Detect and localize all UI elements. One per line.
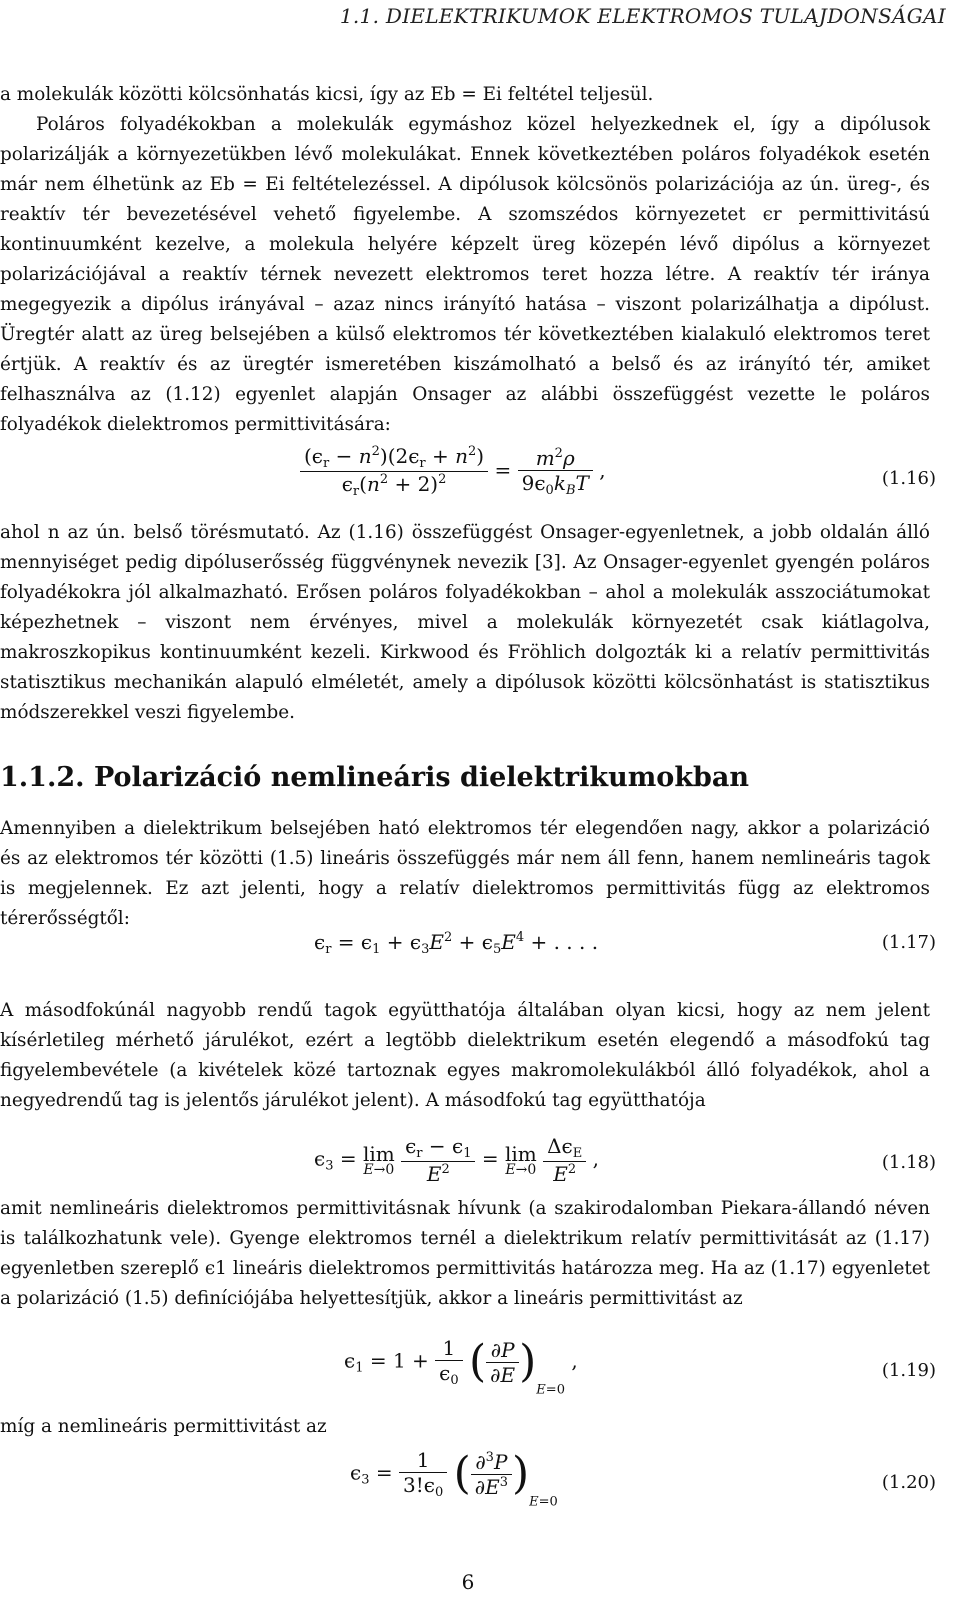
equation-1-17 — [0, 930, 936, 966]
nonlinear-permittivity-formula: $\epsilon_3$ = $\frac{1}{3!\epsilon_0}$ ( $\frac{\partial^3P}{\partial E^3}$ )$_{E=0}$ — [350, 1448, 558, 1510]
equation-1-16 — [0, 444, 936, 514]
onsager-formula: $\frac{(\epsilon_r - n^2)(2\epsilon_r + n^2)}{\epsilon_r(n^2 + 2)^2}$ = $\frac{m^2\rho}{9\epsilon_0k_BT}$ , — [300, 444, 606, 499]
paragraph-6: amit nemlineáris dielektromos permittivitásnak hívunk (a szakirodalomban Piekara-állandó néven is találkozhatunk vele). Gyenge elektromos ternél a dielektrikum relatív permittivitását az (1.17) egyenletben szereplő ϵ1 lineáris dielektromos permittivitás határozza meg. Ha az (1.17) egyenletet a polarizáció (1.5) definíciójába helyettesítjük, akkor a lineáris permittivitást az — [0, 1198, 930, 1309]
paragraph-7: míg a nemlineáris permittivitást az — [0, 1416, 327, 1437]
paragraph-4: Amennyiben a dielektrikum belsejében ható elektromos tér elegendően nagy, akkor a polarizáció és az elektromos tér közötti (1.5) lineáris összefüggés már nem áll fenn, hanem nemlineáris tagok is megjelennek. Ez azt jelenti, hogy a relatív dielektromos permittivitás függ az elektromos térerősségtől: — [0, 818, 930, 929]
linear-permittivity-formula: $\epsilon_1 = 1$ + $\frac{1}{\epsilon_0}$ ( $\frac{\partial P}{\partial E}$ )$_{E=0}$ , — [344, 1336, 578, 1398]
equation-number: (1.20) — [881, 1472, 936, 1493]
paragraph-3: ahol n az ún. belső törésmutató. Az (1.16) összefüggést Onsager-egyenletnek, a jobb oldalán álló mennyiséget pedig dipóluserősség függvénynek nevezik [3]. Az Onsager-egyenlet gyengén poláros folyadékokra jól alkalmazható. Erősen poláros folyadékokban – ahol a molekulák asszociátumokat képezhetnek – viszont nem érvényes, mivel a molekulák környezetét csak kiátlagolva, makroszkopikus kontinuumként kezeli. Kirkwood és Fröhlich dolgozták ki a relatív permittivitás statisztikus mechanikán alapuló elméletét, amely a dipólusok közötti kölcsönhatást is statisztikus módszerekkel veszi figyelembe. — [0, 522, 930, 723]
nonlinear-coefficient-formula: $\epsilon_3$ = lim E→0 $\frac{\epsilon_r - \epsilon_1}{E^2}$ = lim E→0 $\frac{\Delta\epsilon_E}{E^2}$ , — [314, 1134, 599, 1186]
equation-number: (1.18) — [881, 1152, 936, 1173]
page-number: 6 — [461, 1570, 475, 1594]
equation-number: (1.17) — [881, 932, 936, 953]
paragraph-2: Poláros folyadékokban a molekulák egymáshoz közel helyezkednek el, így a dipólusok polarizálják a környezetükben lévő molekulákat. Ennek következtében poláros folyadékok esetén már nem élhetünk az Eb = Ei feltételezéssel. A dipólusok kölcsönös polarizációja az ún. üreg-, és reaktív tér bevezetésével vehető figyelembe. A szomszédos környezetet ϵr permittivitású kontinuumként kezelve, a molekula helyére képzelt üreg közepén lévő dipólus a környezet polarizációjával a reaktív térnek nevezett elektromos teret hozza létre. A reaktív tér iránya megegyezik a dipólus irányával – azaz nincs irányító hatása – viszont polarizálhatja a dipólust. Üregtér alatt az üreg belsejében a külső elektromos tér következtében kialakuló elektromos teret értjük. A reaktív és az üregtér ismeretében kiszámolható a belső és az irányító tér, amiket felhasználva az (1.12) egyenlet alapján Onsager az alábbi összefüggést vezette le poláros folyadékok dielektromos permittivitására: — [0, 114, 930, 435]
equation-number: (1.16) — [881, 468, 936, 489]
permittivity-expansion: $\epsilon_r = \epsilon_1 + \epsilon_3E^2 + \epsilon_5E^4$ + . . . . — [314, 930, 599, 957]
equation-1-20 — [0, 1448, 936, 1528]
section-heading: 1.1.2. Polarizáció nemlineáris dielektrikumokban — [0, 762, 750, 793]
paragraph-1: a molekulák közötti kölcsönhatás kicsi, így az Eb = Ei feltétel teljesül. — [0, 84, 654, 105]
running-header: 1.1. DIELEKTRIKUMOK ELEKTROMOS TULAJDONSÁGAI — [339, 4, 946, 28]
equation-1-18 — [0, 1134, 936, 1194]
equation-1-19 — [0, 1336, 936, 1412]
equation-number: (1.19) — [881, 1360, 936, 1381]
paragraph-5: A másodfokúnál nagyobb rendű tagok együtthatója általában olyan kicsi, hogy az nem jelent kísérletileg mérhető járulékot, ezért a legtöbb dielektrikum esetén elegendő a másodfokú tag figyelembevétele (a kivételek közé tartoznak egyes makromolekulákból álló folyadékok, ahol a negyedrendű tag is jelentős járulékot jelent). A másodfokú tag együtthatója — [0, 1000, 930, 1111]
